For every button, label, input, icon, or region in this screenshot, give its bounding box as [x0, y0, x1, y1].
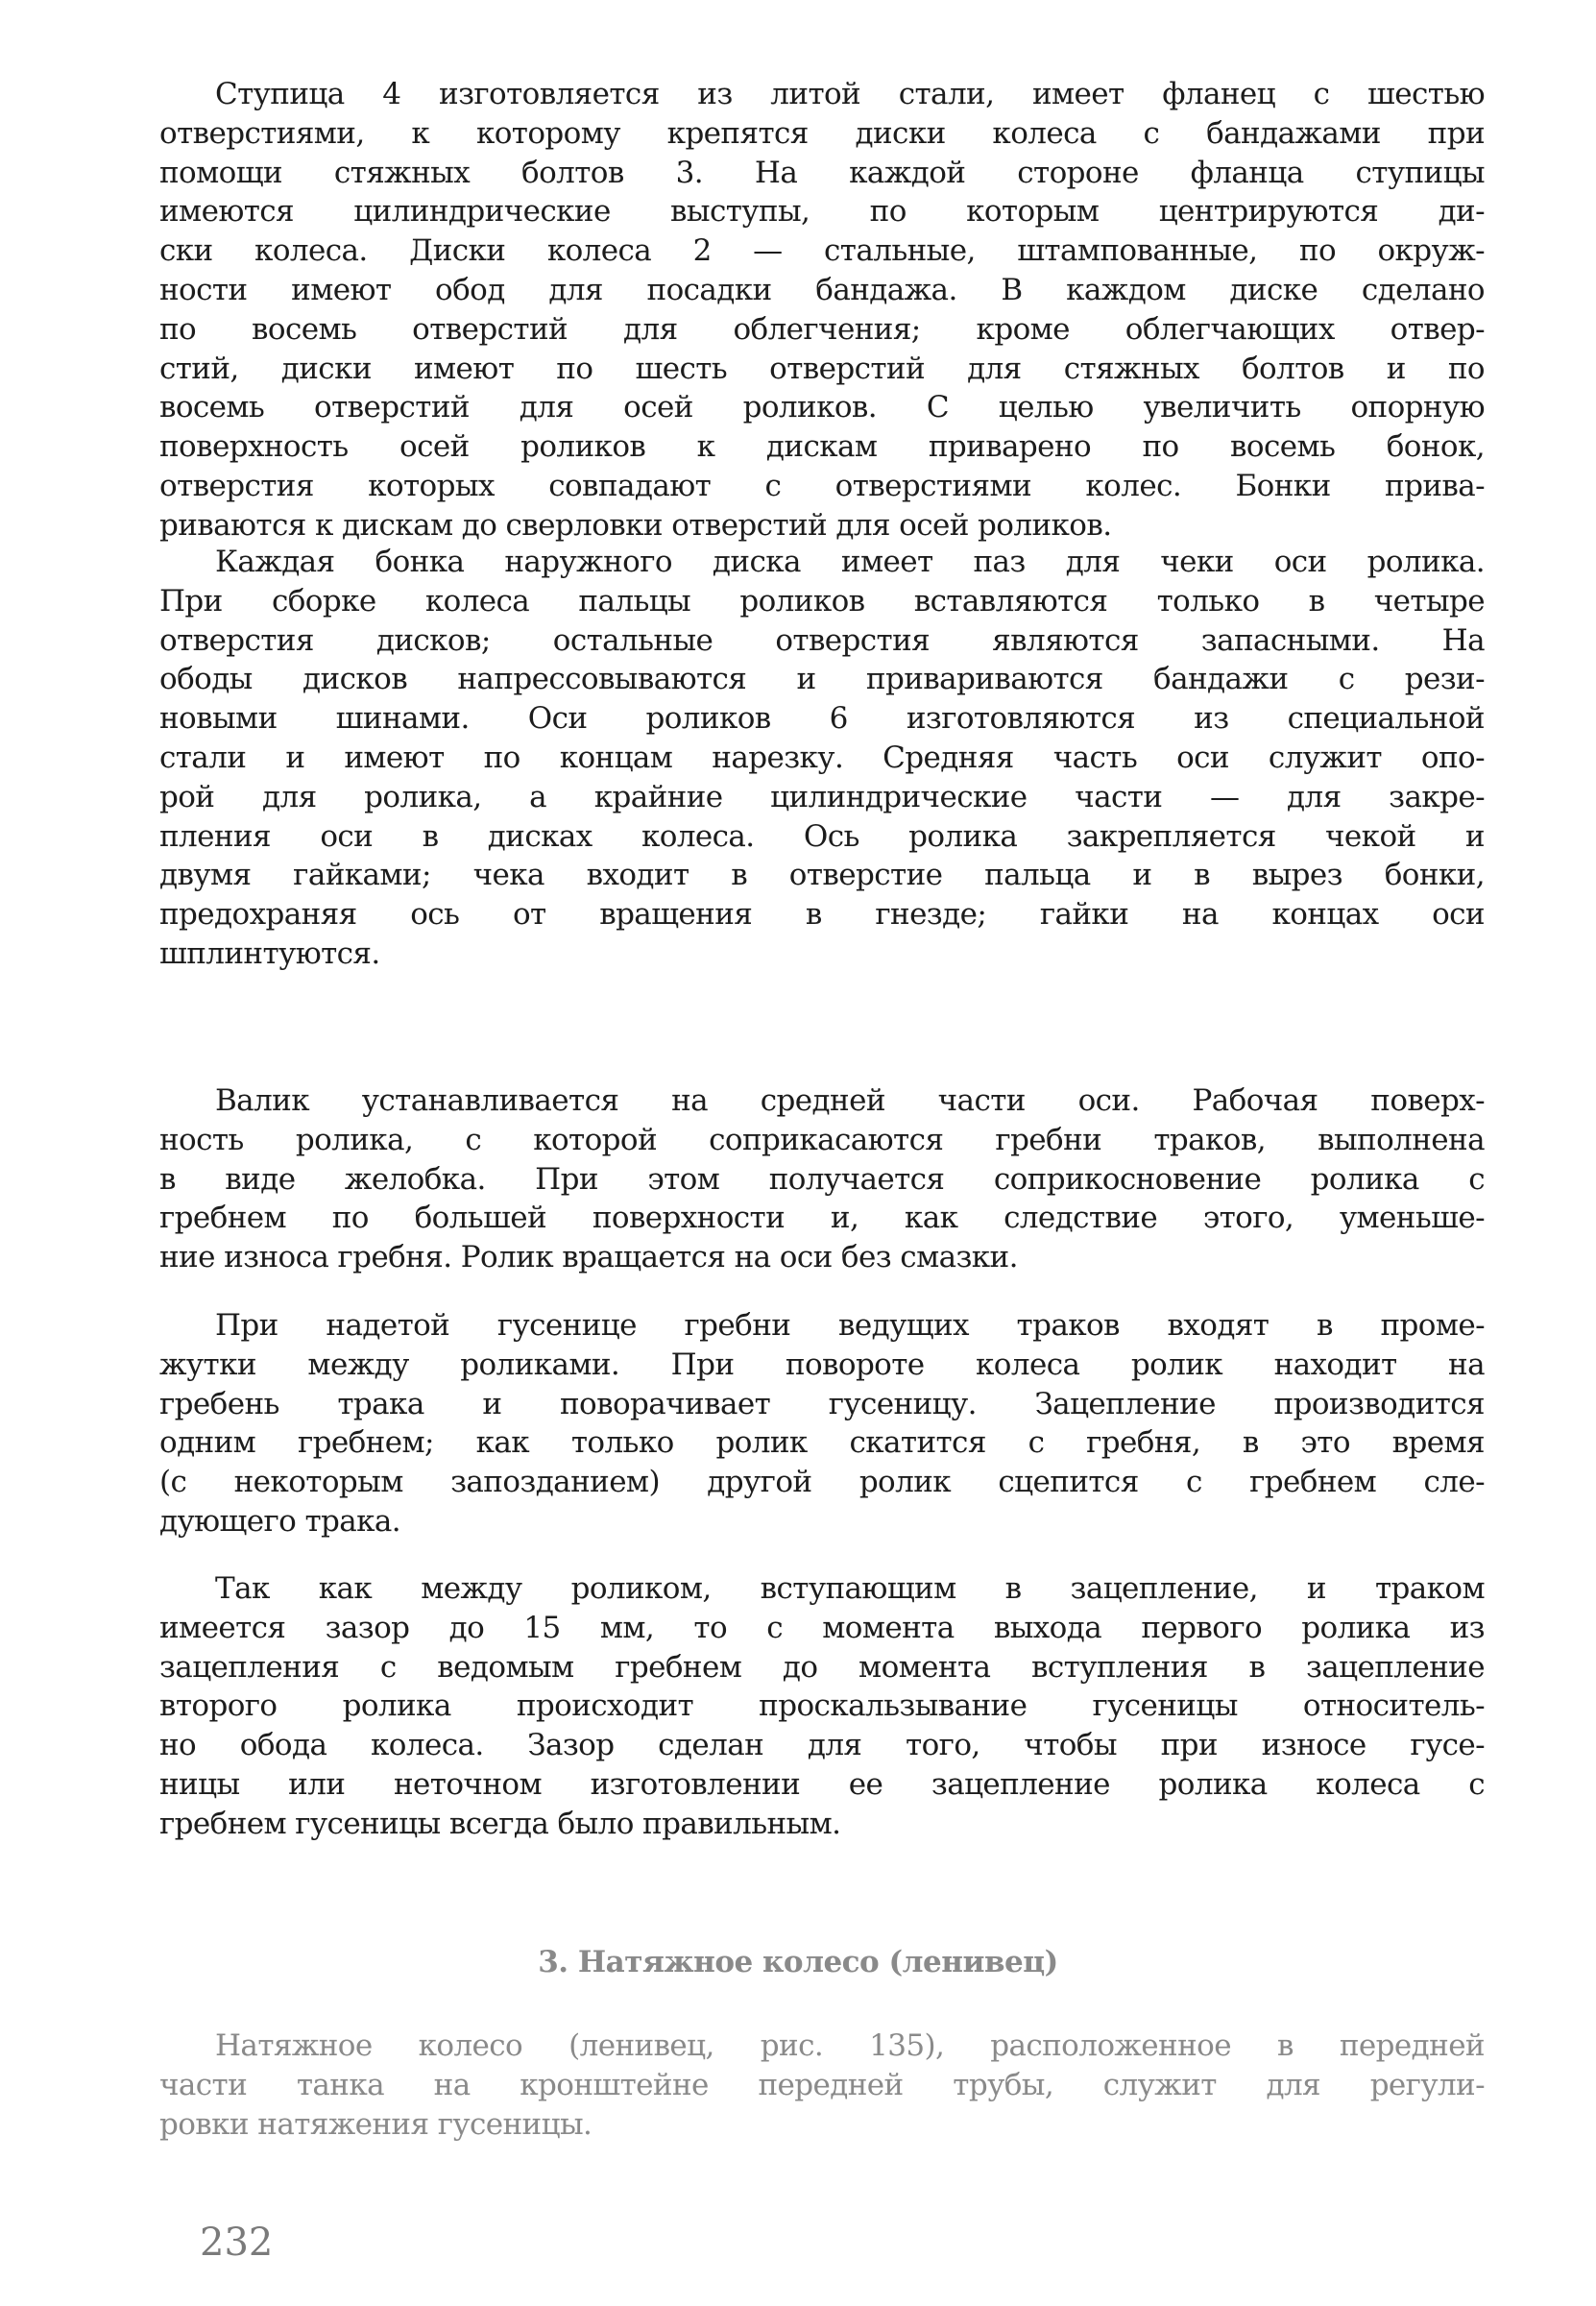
- text-line: отверстиями, к которому крепятся диски колеса с бандажами при: [159, 115, 1485, 151]
- text-line: но обода колеса. Зазор сделан для того, чтобы при износе гусе-: [159, 1728, 1485, 1763]
- page-number: 232: [200, 2221, 274, 2265]
- text-line: части танка на кронштейне передней трубы, служит для регули-: [159, 2067, 1485, 2102]
- text-line: гребнем гусеницы всегда было правильным.: [159, 1806, 841, 1841]
- text-line: восемь отверстий для осей роликов. С целью увеличить опорную: [159, 390, 1485, 425]
- text-line: гребнем по большей поверхности и, как следствие этого, уменьше-: [159, 1201, 1485, 1236]
- text-line: жутки между роликами. При повороте колеса ролик находит на: [159, 1347, 1485, 1382]
- text-line: гребень трака и поворачивает гусеницу. Зацепление производится: [159, 1386, 1485, 1421]
- text-line: стий, диски имеют по шесть отверстий для стяжных болтов и по: [159, 351, 1485, 386]
- text-line: Валик устанавливается на средней части оси. Рабочая поверх-: [215, 1083, 1485, 1118]
- paragraph-roller: [159, 1081, 1485, 1277]
- text-line: ровки натяжения гусеницы.: [159, 2106, 592, 2142]
- paragraph-engagement: [159, 1306, 1485, 1541]
- text-line: дующего трака.: [159, 1503, 401, 1539]
- text-line: ности имеют обод для посадки бандажа. В каждом диске сделано: [159, 272, 1485, 307]
- text-line: (с некоторым запозданием) другой ролик сцепится с гребнем сле-: [159, 1465, 1485, 1500]
- text-line: второго ролика происходит проскальзывание гусеницы относитель-: [159, 1688, 1485, 1724]
- text-line: стали и имеют по концам нарезку. Средняя часть оси служит опо-: [159, 740, 1485, 775]
- text-line: зацепления с ведомым гребнем до момента вступления в зацепление: [159, 1649, 1485, 1685]
- text-line: Каждая бонка наружного диска имеет паз для чеки оси ролика.: [215, 545, 1485, 579]
- text-line: одним гребнем; как только ролик скатится с гребня, в это время: [159, 1425, 1485, 1461]
- text-line: рой для ролика, а крайние цилиндрические части — для закре-: [159, 779, 1485, 814]
- text-line: помощи стяжных болтов 3. На каждой стороне фланца ступицы: [159, 155, 1485, 190]
- text-line: имеются цилиндрические выступы, по которым центрируются ди-: [159, 194, 1485, 230]
- text-line: ние износа гребня. Ролик вращается на оси без смазки.: [159, 1240, 1018, 1275]
- text-line: Так как между роликом, вступающим в зацепление, и траком: [215, 1571, 1485, 1606]
- text-line: Ступица 4 изготовляется из литой стали, имеет фланец с шестью: [215, 77, 1485, 111]
- text-line: имеется зазор до 15 мм, то с момента выхода первого ролика из: [159, 1610, 1485, 1645]
- text-line: риваются к дискам до сверловки отверстий для осей роликов.: [159, 507, 1112, 543]
- text-line: ность ролика, с которой соприкасаются гребни траков, выполнена: [159, 1122, 1485, 1157]
- text-line: в виде желобка. При этом получается соприкосновение ролика с: [159, 1161, 1485, 1197]
- text-line: ски колеса. Диски колеса 2 — стальные, штампованные, по окруж-: [159, 233, 1485, 269]
- text-line: шплинтуются.: [159, 935, 380, 971]
- text-line: предохраняя ось от вращения в гнезде; гайки на концах оси: [159, 897, 1485, 933]
- text-line: ободы дисков напрессовываются и привариваются бандажи с рези-: [159, 662, 1485, 697]
- text-line: При сборке колеса пальцы роликов вставляются только в четыре: [159, 583, 1485, 619]
- paragraph-idler: [159, 2027, 1485, 2144]
- section-heading: 3. Натяжное колесо (ленивец): [538, 1945, 1058, 1979]
- text-line: новыми шинами. Оси роликов 6 изготовляются из специальной: [159, 701, 1485, 737]
- text-line: отверстия дисков; остальные отверстия являются запасными. На: [159, 622, 1485, 658]
- text-line: ницы или неточном изготовлении ее зацепление ролика колеса с: [159, 1766, 1485, 1802]
- text-line: Натяжное колесо (ленивец, рис. 135), расположенное в передней: [215, 2028, 1485, 2063]
- paragraph-bonks: [159, 543, 1485, 974]
- text-line: двумя гайками; чека входит в отверстие пальца и в вырез бонки,: [159, 858, 1485, 893]
- text-line: отверстия которых совпадают с отверстиями колес. Бонки прива-: [159, 468, 1485, 503]
- text-line: пления оси в дисках колеса. Ось ролика закрепляется чекой и: [159, 818, 1485, 854]
- paragraph-hub: [159, 75, 1485, 546]
- text-line: по восемь отверстий для облегчения; кроме облегчающих отвер-: [159, 311, 1485, 347]
- paragraph-gap: [159, 1569, 1485, 1844]
- text-line: При надетой гусенице гребни ведущих траков входят в проме-: [215, 1308, 1485, 1343]
- text-line: поверхность осей роликов к дискам приварено по восемь бонок,: [159, 429, 1485, 465]
